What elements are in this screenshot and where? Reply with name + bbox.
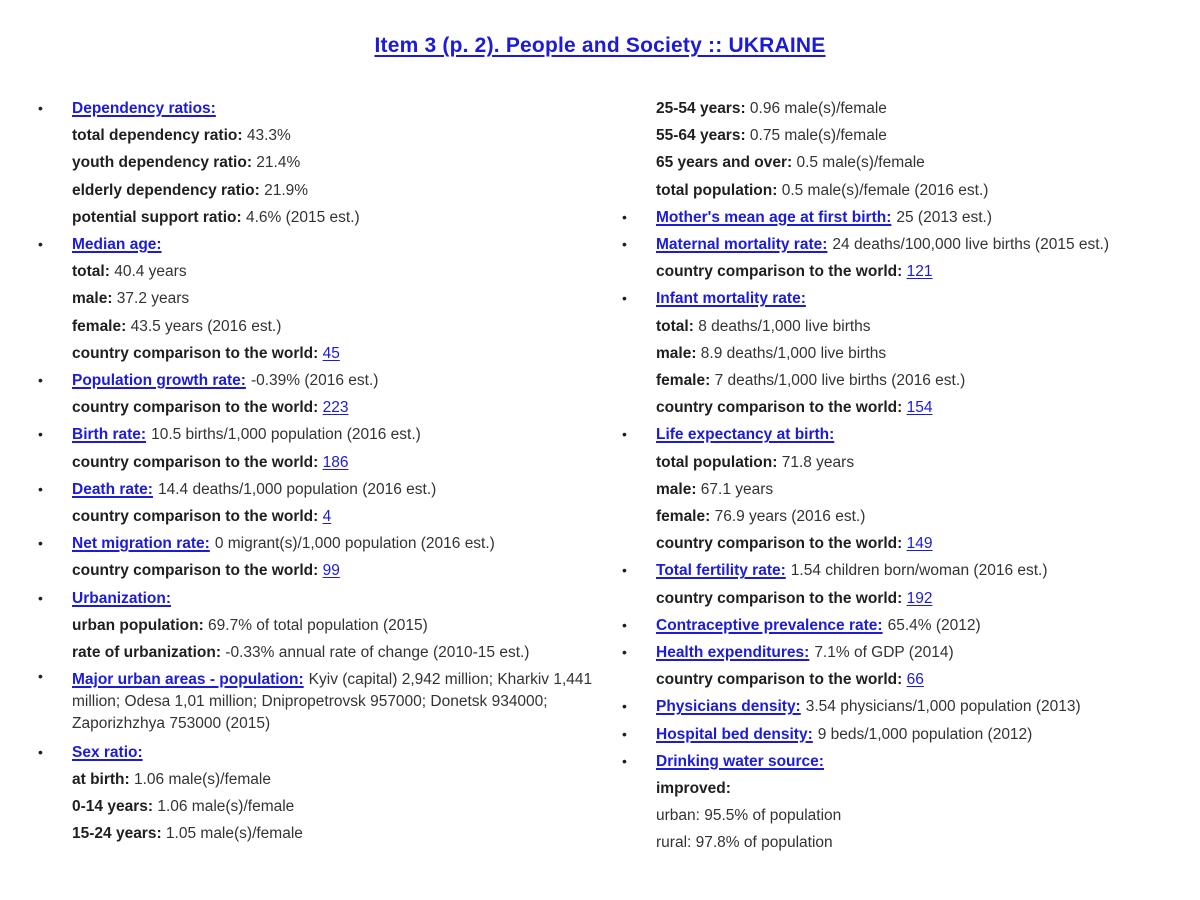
total-dependency-ratio-label: total dependency ratio:: [72, 127, 243, 145]
sex-ratio-0-14-value: 1.06 male(s)/female: [153, 798, 295, 816]
rate-of-urbanization-value: -0.33% annual rate of change (2010-15 est.): [220, 644, 530, 662]
physicians-density-value: 3.54 physicians/1,000 population (2013): [805, 698, 1081, 716]
population-growth-comparison-rank-link[interactable]: 223: [322, 399, 349, 417]
bullet-marker-icon: •: [622, 616, 627, 633]
life-expectancy-total-value: 71.8 years: [777, 453, 855, 471]
infant-mortality-male-row: [620, 340, 1198, 367]
life-expectancy-male-row: [620, 476, 1198, 503]
drinking-water-source-heading-link[interactable]: Drinking water source:: [656, 752, 824, 770]
birth-rate-value: 10.5 births/1,000 population (2016 est.): [151, 426, 421, 444]
sex-ratio-heading-link[interactable]: Sex ratio:: [72, 743, 143, 761]
median-age-total-row: [36, 258, 614, 285]
bullet-marker-icon: •: [38, 100, 43, 116]
sex-ratio-at-birth-row: [36, 766, 614, 793]
life-expectancy-comparison-rank-link[interactable]: 149: [906, 535, 933, 553]
rate-of-urbanization-label: rate of urbanization:: [72, 644, 221, 662]
sex-ratio-0-14-label: 0-14 years:: [72, 798, 154, 816]
death-rate-comparison-label: country comparison to the world:: [72, 508, 323, 526]
death-rate-value: 14.4 deaths/1,000 population (2016 est.): [157, 480, 437, 498]
sex-ratio-55-64-row: [620, 122, 1198, 149]
total-fertility-comparison-label: country comparison to the world:: [656, 589, 907, 607]
sex-ratio-25-54-value: 0.96 male(s)/female: [745, 100, 887, 117]
median-age-female-row: [36, 313, 614, 340]
drinking-water-rural-value: rural: 97.8% of population: [656, 834, 833, 852]
death-rate-heading-link[interactable]: Death rate:: [72, 480, 153, 498]
drinking-water-urban-row: [620, 802, 1198, 829]
elderly-dependency-ratio-label: elderly dependency ratio:: [72, 181, 260, 199]
major-urban-areas-heading-link[interactable]: Major urban areas - population:: [72, 671, 304, 689]
sex-ratio-at-birth-value: 1.06 male(s)/female: [129, 770, 271, 788]
life-expectancy-heading-link[interactable]: Life expectancy at birth:: [656, 426, 835, 444]
total-fertility-rate-row: [620, 557, 1198, 584]
health-expenditures-comparison-rank-link[interactable]: 66: [906, 671, 924, 689]
sex-ratio-total-population-value: 0.5 male(s)/female (2016 est.): [777, 181, 989, 199]
total-fertility-rate-value: 1.54 children born/woman (2016 est.): [790, 562, 1048, 580]
hospital-bed-density-row: [620, 721, 1198, 748]
bullet-marker-icon: •: [622, 644, 627, 661]
life-expectancy-row: [620, 421, 1198, 448]
net-migration-rate-row: [36, 530, 614, 557]
population-growth-comparison-label: country comparison to the world:: [72, 399, 323, 417]
maternal-mortality-rate-heading-link[interactable]: Maternal mortality rate:: [656, 236, 828, 254]
dependency-ratios-row: [36, 95, 614, 122]
sex-ratio-65-over-row: [620, 149, 1198, 176]
net-migration-rate-heading-link[interactable]: Net migration rate:: [72, 535, 210, 553]
total-dependency-ratio-row: [36, 122, 614, 149]
urban-population-label: urban population:: [72, 616, 204, 634]
median-age-comparison-rank-link[interactable]: 45: [322, 344, 340, 362]
potential-support-ratio-value: 4.6% (2015 est.): [241, 208, 360, 226]
median-age-heading-link[interactable]: Median age:: [72, 236, 162, 254]
hospital-bed-density-value: 9 beds/1,000 population (2012): [817, 725, 1033, 743]
sex-ratio-0-14-row: [36, 793, 614, 820]
bullet-marker-icon: •: [622, 208, 627, 225]
life-expectancy-comparison-label: country comparison to the world:: [656, 535, 907, 553]
population-growth-rate-row: [36, 367, 614, 394]
maternal-mortality-comparison-rank-link[interactable]: 121: [906, 263, 933, 281]
life-expectancy-female-label: female:: [656, 508, 711, 526]
drinking-water-improved-row: [620, 775, 1198, 802]
sex-ratio-55-64-label: 55-64 years:: [656, 127, 746, 145]
birth-rate-heading-link[interactable]: Birth rate:: [72, 426, 147, 444]
physicians-density-row: [620, 693, 1198, 720]
median-age-total-label: total:: [72, 263, 110, 281]
total-fertility-rate-heading-link[interactable]: Total fertility rate:: [656, 562, 786, 580]
mothers-mean-age-first-birth-row: [620, 204, 1198, 231]
life-expectancy-female-value: 76.9 years (2016 est.): [710, 508, 866, 526]
infant-mortality-comparison-label: country comparison to the world:: [656, 399, 907, 417]
bullet-marker-icon: •: [38, 589, 43, 606]
net-migration-comparison-row: [36, 557, 614, 584]
maternal-mortality-comparison-row: [620, 258, 1198, 285]
infant-mortality-male-value: 8.9 deaths/1,000 live births: [696, 344, 887, 362]
life-expectancy-total-label: total population:: [656, 453, 778, 471]
potential-support-ratio-label: potential support ratio:: [72, 208, 242, 226]
hospital-bed-density-heading-link[interactable]: Hospital bed density:: [656, 725, 813, 743]
sex-ratio-25-54-row: [620, 95, 1198, 122]
drinking-water-source-row: [620, 748, 1198, 775]
median-age-male-value: 37.2 years: [112, 290, 190, 308]
life-expectancy-male-label: male:: [656, 480, 697, 498]
bullet-marker-icon: •: [622, 426, 627, 443]
sex-ratio-at-birth-label: at birth:: [72, 770, 130, 788]
life-expectancy-comparison-row: [620, 530, 1198, 557]
urbanization-row: [36, 585, 614, 612]
birth-rate-comparison-row: [36, 449, 614, 476]
bullet-marker-icon: •: [622, 562, 627, 579]
infant-mortality-comparison-row: [620, 394, 1198, 421]
death-rate-comparison-rank-link[interactable]: 4: [322, 508, 332, 526]
sex-ratio-55-64-value: 0.75 male(s)/female: [745, 127, 887, 145]
drinking-water-improved-label: improved:: [656, 780, 731, 798]
net-migration-rate-value: 0 migrant(s)/1,000 population (2016 est.): [214, 535, 495, 553]
sex-ratio-15-24-value: 1.05 male(s)/female: [161, 825, 303, 843]
page-title[interactable]: Item 3 (p. 2). People and Society :: UKRAINE: [374, 34, 826, 57]
drinking-water-urban-value: urban: 95.5% of population: [656, 807, 842, 825]
health-expenditures-value: 7.1% of GDP (2014): [814, 644, 954, 662]
net-migration-comparison-rank-link[interactable]: 99: [322, 562, 340, 580]
drinking-water-rural-row: [620, 829, 1198, 856]
infant-mortality-female-row: [620, 367, 1198, 394]
elderly-dependency-ratio-value: 21.9%: [259, 181, 309, 199]
infant-mortality-male-label: male:: [656, 344, 697, 362]
left-column: [36, 95, 614, 847]
major-urban-areas-row: [36, 666, 614, 738]
birth-rate-comparison-label: country comparison to the world:: [72, 453, 323, 471]
bullet-marker-icon: •: [622, 752, 627, 769]
bullet-marker-icon: •: [622, 698, 627, 715]
birth-rate-row: [36, 421, 614, 448]
median-age-row: [36, 231, 614, 258]
dependency-ratios-heading-link[interactable]: Dependency ratios:: [72, 100, 216, 117]
sex-ratio-total-population-row: [620, 177, 1198, 204]
death-rate-comparison-row: [36, 503, 614, 530]
health-expenditures-row: [620, 639, 1198, 666]
bullet-marker-icon: •: [38, 372, 43, 389]
sex-ratio-25-54-label: 25-54 years:: [656, 100, 746, 117]
maternal-mortality-rate-value: 24 deaths/100,000 live births (2015 est.): [832, 236, 1110, 254]
potential-support-ratio-row: [36, 204, 614, 231]
urban-population-row: [36, 612, 614, 639]
infant-mortality-female-value: 7 deaths/1,000 live births (2016 est.): [710, 372, 966, 390]
sex-ratio-15-24-label: 15-24 years:: [72, 825, 162, 843]
median-age-comparison-row: [36, 340, 614, 367]
urban-population-value: 69.7% of total population (2015): [203, 616, 428, 634]
bullet-marker-icon: •: [38, 668, 43, 685]
health-expenditures-comparison-row: [620, 666, 1198, 693]
median-age-male-row: [36, 285, 614, 312]
health-expenditures-heading-link[interactable]: Health expenditures:: [656, 644, 810, 662]
total-fertility-comparison-row: [620, 585, 1198, 612]
mothers-mean-age-first-birth-heading-link[interactable]: Mother's mean age at first birth:: [656, 208, 892, 226]
median-age-comparison-label: country comparison to the world:: [72, 344, 323, 362]
physicians-density-heading-link[interactable]: Physicians density:: [656, 698, 801, 716]
life-expectancy-male-value: 67.1 years: [696, 480, 774, 498]
population-growth-rate-value: -0.39% (2016 est.): [250, 372, 379, 390]
median-age-female-value: 43.5 years (2016 est.): [126, 317, 282, 335]
median-age-male-label: male:: [72, 290, 113, 308]
median-age-female-label: female:: [72, 317, 127, 335]
median-age-total-value: 40.4 years: [109, 263, 187, 281]
sex-ratio-total-population-label: total population:: [656, 181, 778, 199]
net-migration-comparison-label: country comparison to the world:: [72, 562, 323, 580]
infant-mortality-comparison-rank-link[interactable]: 154: [906, 399, 933, 417]
infant-mortality-rate-row: [620, 285, 1198, 312]
sex-ratio-row: [36, 739, 614, 766]
youth-dependency-ratio-value: 21.4%: [252, 154, 301, 172]
health-expenditures-comparison-label: country comparison to the world:: [656, 671, 907, 689]
sex-ratio-65-over-label: 65 years and over:: [656, 154, 793, 172]
mothers-mean-age-first-birth-value: 25 (2013 est.): [896, 208, 993, 226]
title-bar: [0, 34, 1200, 58]
youth-dependency-ratio-label: youth dependency ratio:: [72, 154, 252, 172]
total-dependency-ratio-value: 43.3%: [242, 127, 291, 145]
life-expectancy-total-row: [620, 449, 1198, 476]
right-column: [620, 95, 1198, 857]
major-urban-areas-value: Kyiv (capital) 2,942 million; Kharkiv 1,441 million; Odesa 1,01 million; Dnipropetrovsk 957000; Donetsk 934000; Zaporizhzhya 753000 (2015): [72, 671, 593, 732]
death-rate-row: [36, 476, 614, 503]
infant-mortality-total-label: total:: [656, 317, 694, 335]
sex-ratio-65-over-value: 0.5 male(s)/female: [792, 154, 925, 172]
infant-mortality-total-row: [620, 313, 1198, 340]
bullet-marker-icon: •: [38, 426, 43, 443]
bullet-marker-icon: •: [622, 290, 627, 307]
bullet-marker-icon: •: [38, 743, 43, 760]
contraceptive-prevalence-rate-heading-link[interactable]: Contraceptive prevalence rate:: [656, 616, 883, 634]
bullet-marker-icon: •: [38, 480, 43, 497]
youth-dependency-ratio-row: [36, 149, 614, 176]
maternal-mortality-comparison-label: country comparison to the world:: [656, 263, 907, 281]
urbanization-heading-link[interactable]: Urbanization:: [72, 589, 172, 607]
bullet-marker-icon: •: [622, 725, 627, 742]
elderly-dependency-ratio-row: [36, 177, 614, 204]
rate-of-urbanization-row: [36, 639, 614, 666]
maternal-mortality-rate-row: [620, 231, 1198, 258]
bullet-marker-icon: •: [622, 236, 627, 253]
infant-mortality-rate-heading-link[interactable]: Infant mortality rate:: [656, 290, 806, 308]
infant-mortality-total-value: 8 deaths/1,000 live births: [693, 317, 871, 335]
contraceptive-prevalence-rate-value: 65.4% (2012): [887, 616, 981, 634]
population-growth-rate-heading-link[interactable]: Population growth rate:: [72, 372, 246, 390]
birth-rate-comparison-rank-link[interactable]: 186: [322, 453, 349, 471]
contraceptive-prevalence-rate-row: [620, 612, 1198, 639]
total-fertility-comparison-rank-link[interactable]: 192: [906, 589, 933, 607]
life-expectancy-female-row: [620, 503, 1198, 530]
population-growth-comparison-row: [36, 394, 614, 421]
bullet-marker-icon: •: [38, 236, 43, 253]
bullet-marker-icon: •: [38, 535, 43, 552]
sex-ratio-15-24-row: [36, 820, 614, 847]
infant-mortality-female-label: female:: [656, 372, 711, 390]
